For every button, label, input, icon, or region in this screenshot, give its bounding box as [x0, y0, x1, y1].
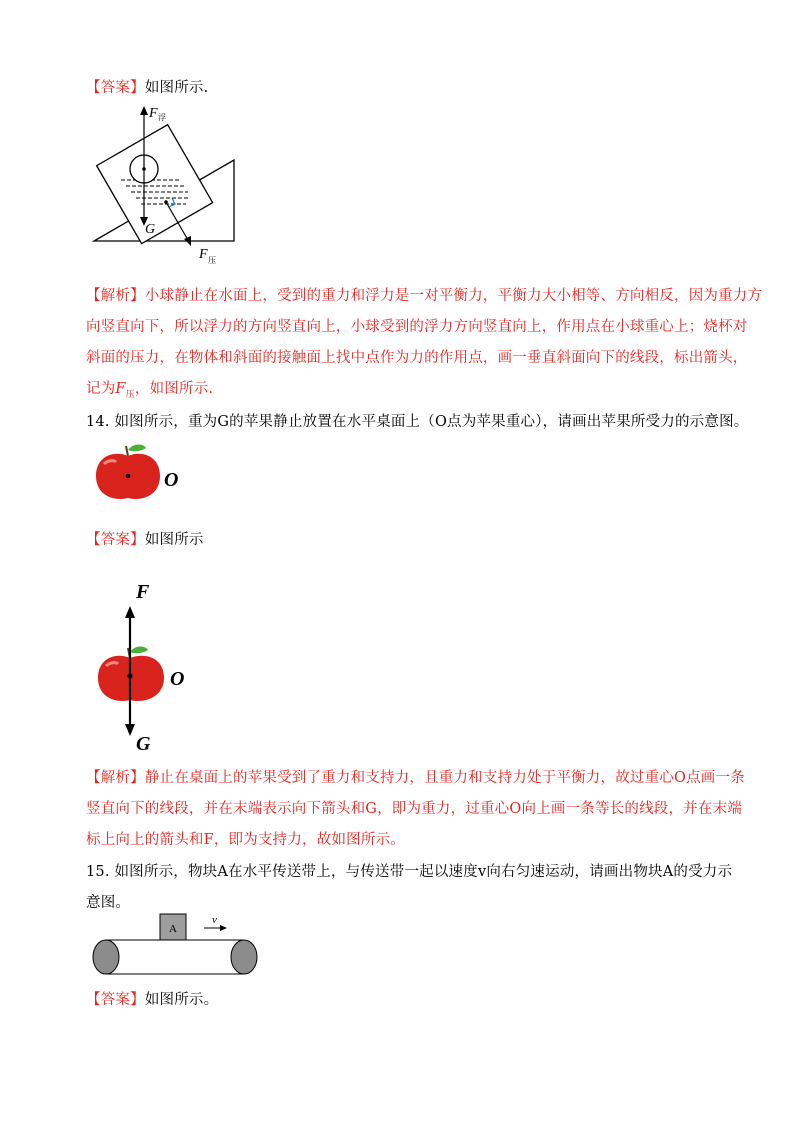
analysis-tag: 【解析】 — [86, 288, 145, 304]
analysis-14-line-2: 竖直向下的线段，并在末端表示向下箭头和G，即为重力，过重心O向上画一条等长的线段，并在末端 — [86, 801, 742, 817]
answer-line-13 — [86, 76, 208, 97]
analysis-14-line-1: 【解析】静止在桌面上的苹果受到了重力和支持力，且重力和支持力处于平衡力，故过重心O点画一条 — [86, 770, 745, 786]
question-14: 14. 如图所示，重为G的苹果静止放置在水平桌面上（O点为苹果重心），请画出苹果所受力的示意图。 — [86, 414, 749, 430]
analysis-14-line-3: 标上向上的箭头和F，即为支持力，故如图所示。 — [86, 832, 405, 848]
answer-text: 如图所示. — [144, 80, 209, 96]
answer-tag: 【答案】 — [86, 992, 145, 1008]
leaf-icon — [128, 445, 146, 452]
v-label: v — [212, 914, 217, 926]
leaf-icon — [130, 647, 148, 654]
f-float-subscript: 浮 — [158, 113, 166, 122]
analysis-tag: 【解析】 — [86, 770, 145, 786]
question-15-line-1: 15. 如图所示，物块A在水平传送带上，与传送带一起以速度v向右匀速运动，请画出物块A的受力示 — [86, 864, 733, 880]
conveyor-figure — [92, 912, 258, 978]
apple-figure — [92, 442, 202, 506]
answer-line-14: 【答案】如图所示 — [86, 532, 204, 548]
right-roller — [231, 940, 257, 974]
o-label: O — [170, 668, 185, 690]
g-label: G — [145, 222, 156, 237]
answer-tag: 【答案】 — [86, 80, 145, 96]
question-15-line-2: 意图。 — [86, 895, 131, 911]
analysis-13-line-4: 记为$F_压$，如图所示. — [86, 381, 214, 400]
o-label: O — [164, 469, 179, 491]
left-roller — [93, 940, 119, 974]
analysis-13-line-3: 斜面的压力，在物体和斜面的接触面上找中点作为力的作用点，画一垂直斜面向下的线段，标出箭头， — [86, 350, 748, 366]
f-press-label: F — [199, 247, 208, 262]
analysis-13-line-2: 向竖直向下，所以浮力的方向竖直向上，小球受到的浮力方向竖直向上，作用点在小球重心上；烧杯对 — [86, 319, 748, 335]
answer-tag: 【答案】 — [86, 532, 145, 548]
buoyancy-incline-figure — [88, 100, 248, 270]
f-float-label: F — [149, 106, 158, 121]
block-label: A — [169, 923, 177, 935]
f-press-subscript: 压 — [208, 256, 216, 265]
answer-line-15: 【答案】如图所示。 — [86, 992, 219, 1008]
g-label: G — [136, 733, 151, 755]
apple-force-figure — [92, 578, 212, 756]
f-label: F — [136, 581, 150, 603]
analysis-13-line-1: 【解析】小球静止在水面上，受到的重力和浮力是一对平衡力，平衡力大小相等、方向相反，因为重力方 — [86, 288, 763, 304]
